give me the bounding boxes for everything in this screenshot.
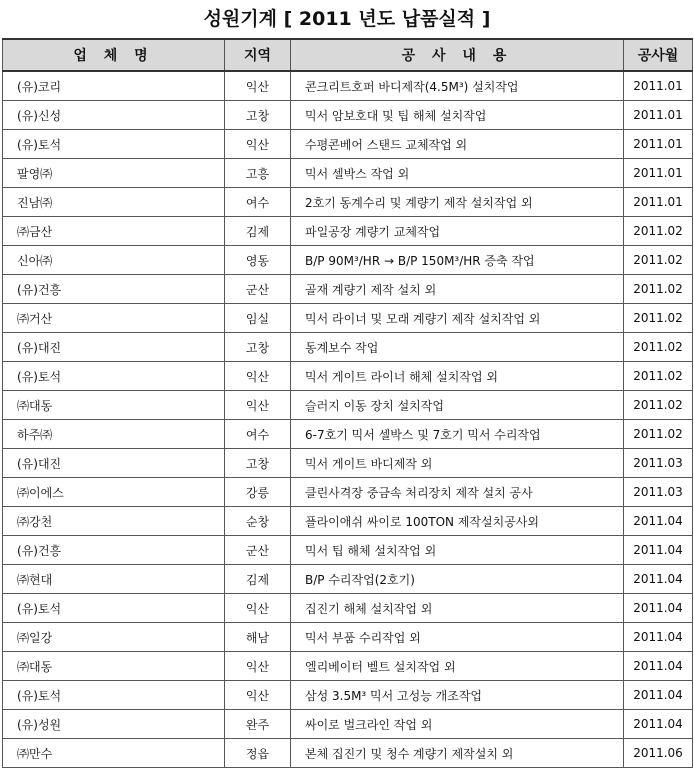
cell-region: 고흥 [225, 159, 291, 188]
cell-date: 2011.02 [624, 333, 693, 362]
cell-date: 2011.02 [624, 246, 693, 275]
cell-content: 2호기 동계수리 및 계량기 제작 설치작업 외 [291, 188, 624, 217]
table-row [3, 594, 693, 623]
table-row [3, 101, 693, 130]
table-row [3, 739, 693, 768]
cell-company: (유)성원 [3, 710, 225, 739]
cell-content: 클린사격장 중금속 처리장치 제작 설치 공사 [291, 478, 624, 507]
cell-company: ㈜대동 [3, 391, 225, 420]
cell-content: 믹서 팁 해체 설치작업 외 [291, 536, 624, 565]
table-row [3, 652, 693, 681]
header-region: 지역 [225, 39, 291, 71]
cell-region: 임실 [225, 304, 291, 333]
cell-date: 2011.02 [624, 420, 693, 449]
table-row [3, 130, 693, 159]
cell-region: 완주 [225, 710, 291, 739]
cell-date: 2011.04 [624, 623, 693, 652]
table-row [3, 217, 693, 246]
cell-date: 2011.01 [624, 101, 693, 130]
cell-date: 2011.01 [624, 159, 693, 188]
table-row [3, 449, 693, 478]
cell-content: 수평콘베어 스탠드 교체작업 외 [291, 130, 624, 159]
table-header-row [3, 39, 693, 71]
cell-region: 고창 [225, 101, 291, 130]
cell-company: (유)대진 [3, 449, 225, 478]
cell-content: 동계보수 작업 [291, 333, 624, 362]
table-body [3, 71, 693, 768]
table-row [3, 681, 693, 710]
cell-date: 2011.04 [624, 681, 693, 710]
table-row [3, 710, 693, 739]
cell-company: (유)토석 [3, 130, 225, 159]
cell-content: B/P 90M³/HR → B/P 150M³/HR 증축 작업 [291, 246, 624, 275]
header-date: 공사월 [624, 39, 693, 71]
cell-date: 2011.01 [624, 71, 693, 101]
cell-region: 김제 [225, 217, 291, 246]
table-row [3, 623, 693, 652]
table-row [3, 246, 693, 275]
cell-content: 믹서 암보호대 및 팁 해체 설치작업 [291, 101, 624, 130]
page-title: 성원기계 [ 2011 년도 납품실적 ] [203, 8, 491, 30]
cell-content: 콘크리트호퍼 바디제작(4.5M³) 설치작업 [291, 71, 624, 101]
cell-date: 2011.04 [624, 652, 693, 681]
cell-company: 하주㈜ [3, 420, 225, 449]
cell-content: 믹서 게이트 라이너 해체 설치작업 외 [291, 362, 624, 391]
cell-company: ㈜금산 [3, 217, 225, 246]
cell-date: 2011.03 [624, 478, 693, 507]
table-row [3, 362, 693, 391]
cell-content: 믹서 셀박스 작업 외 [291, 159, 624, 188]
cell-company: (유)코리 [3, 71, 225, 101]
cell-region: 익산 [225, 391, 291, 420]
cell-content: 믹서 라이너 및 모래 계량기 제작 설치작업 외 [291, 304, 624, 333]
cell-date: 2011.04 [624, 594, 693, 623]
cell-content: 엘리베이터 벨트 설치작업 외 [291, 652, 624, 681]
cell-region: 익산 [225, 362, 291, 391]
cell-date: 2011.02 [624, 391, 693, 420]
cell-content: 싸이로 벌크라인 작업 외 [291, 710, 624, 739]
cell-content: B/P 수리작업(2호기) [291, 565, 624, 594]
cell-region: 익산 [225, 594, 291, 623]
cell-region: 순창 [225, 507, 291, 536]
cell-date: 2011.04 [624, 507, 693, 536]
cell-content: 골재 계량기 제작 설치 외 [291, 275, 624, 304]
cell-date: 2011.06 [624, 739, 693, 768]
cell-company: (유)토석 [3, 362, 225, 391]
cell-company: (유)신성 [3, 101, 225, 130]
cell-region: 익산 [225, 681, 291, 710]
table-row [3, 565, 693, 594]
cell-company: (유)대진 [3, 333, 225, 362]
cell-region: 정읍 [225, 739, 291, 768]
table-row [3, 536, 693, 565]
cell-company: ㈜거산 [3, 304, 225, 333]
cell-company: ㈜만수 [3, 739, 225, 768]
delivery-table [2, 38, 693, 768]
cell-date: 2011.03 [624, 449, 693, 478]
cell-region: 여수 [225, 188, 291, 217]
cell-content: 6-7호기 믹서 셀박스 및 7호기 믹서 수리작업 [291, 420, 624, 449]
cell-company: ㈜이에스 [3, 478, 225, 507]
cell-company: (유)건흥 [3, 275, 225, 304]
table-row [3, 188, 693, 217]
header-content: 공 사 내 용 [291, 39, 624, 71]
cell-company: 진남㈜ [3, 188, 225, 217]
cell-content: 슬러지 이동 장치 설치작업 [291, 391, 624, 420]
cell-content: 본체 집진기 및 청수 계량기 제작설치 외 [291, 739, 624, 768]
cell-content: 파일공장 계량기 교체작업 [291, 217, 624, 246]
cell-region: 군산 [225, 275, 291, 304]
cell-region: 해남 [225, 623, 291, 652]
cell-company: (유)토석 [3, 594, 225, 623]
table-row [3, 275, 693, 304]
cell-region: 영동 [225, 246, 291, 275]
cell-date: 2011.04 [624, 565, 693, 594]
cell-date: 2011.04 [624, 710, 693, 739]
cell-date: 2011.01 [624, 130, 693, 159]
table-row [3, 420, 693, 449]
cell-region: 고창 [225, 333, 291, 362]
cell-date: 2011.02 [624, 217, 693, 246]
table-row [3, 71, 693, 101]
cell-company: (유)건흥 [3, 536, 225, 565]
cell-region: 군산 [225, 536, 291, 565]
cell-content: 삼성 3.5M³ 믹서 고성능 개조작업 [291, 681, 624, 710]
cell-region: 익산 [225, 652, 291, 681]
table-row [3, 159, 693, 188]
cell-date: 2011.01 [624, 188, 693, 217]
cell-region: 강릉 [225, 478, 291, 507]
cell-content: 믹서 게이트 바디제작 외 [291, 449, 624, 478]
cell-date: 2011.02 [624, 275, 693, 304]
cell-date: 2011.02 [624, 304, 693, 333]
cell-content: 믹서 부품 수리작업 외 [291, 623, 624, 652]
cell-company: (유)토석 [3, 681, 225, 710]
cell-content: 플라이애쉬 싸이로 100TON 제작설치공사외 [291, 507, 624, 536]
table-row [3, 478, 693, 507]
cell-region: 김제 [225, 565, 291, 594]
cell-region: 익산 [225, 130, 291, 159]
cell-company: 신아㈜ [3, 246, 225, 275]
cell-region: 고창 [225, 449, 291, 478]
cell-company: ㈜현대 [3, 565, 225, 594]
cell-content: 집진기 해체 설치작업 외 [291, 594, 624, 623]
header-company: 업 체 명 [3, 39, 225, 71]
cell-region: 익산 [225, 71, 291, 101]
cell-date: 2011.02 [624, 362, 693, 391]
cell-company: ㈜대동 [3, 652, 225, 681]
table-row [3, 391, 693, 420]
cell-company: ㈜강천 [3, 507, 225, 536]
cell-company: ㈜일강 [3, 623, 225, 652]
cell-region: 여수 [225, 420, 291, 449]
cell-company: 팔영㈜ [3, 159, 225, 188]
table-row [3, 333, 693, 362]
cell-date: 2011.04 [624, 536, 693, 565]
table-row [3, 304, 693, 333]
table-row [3, 507, 693, 536]
